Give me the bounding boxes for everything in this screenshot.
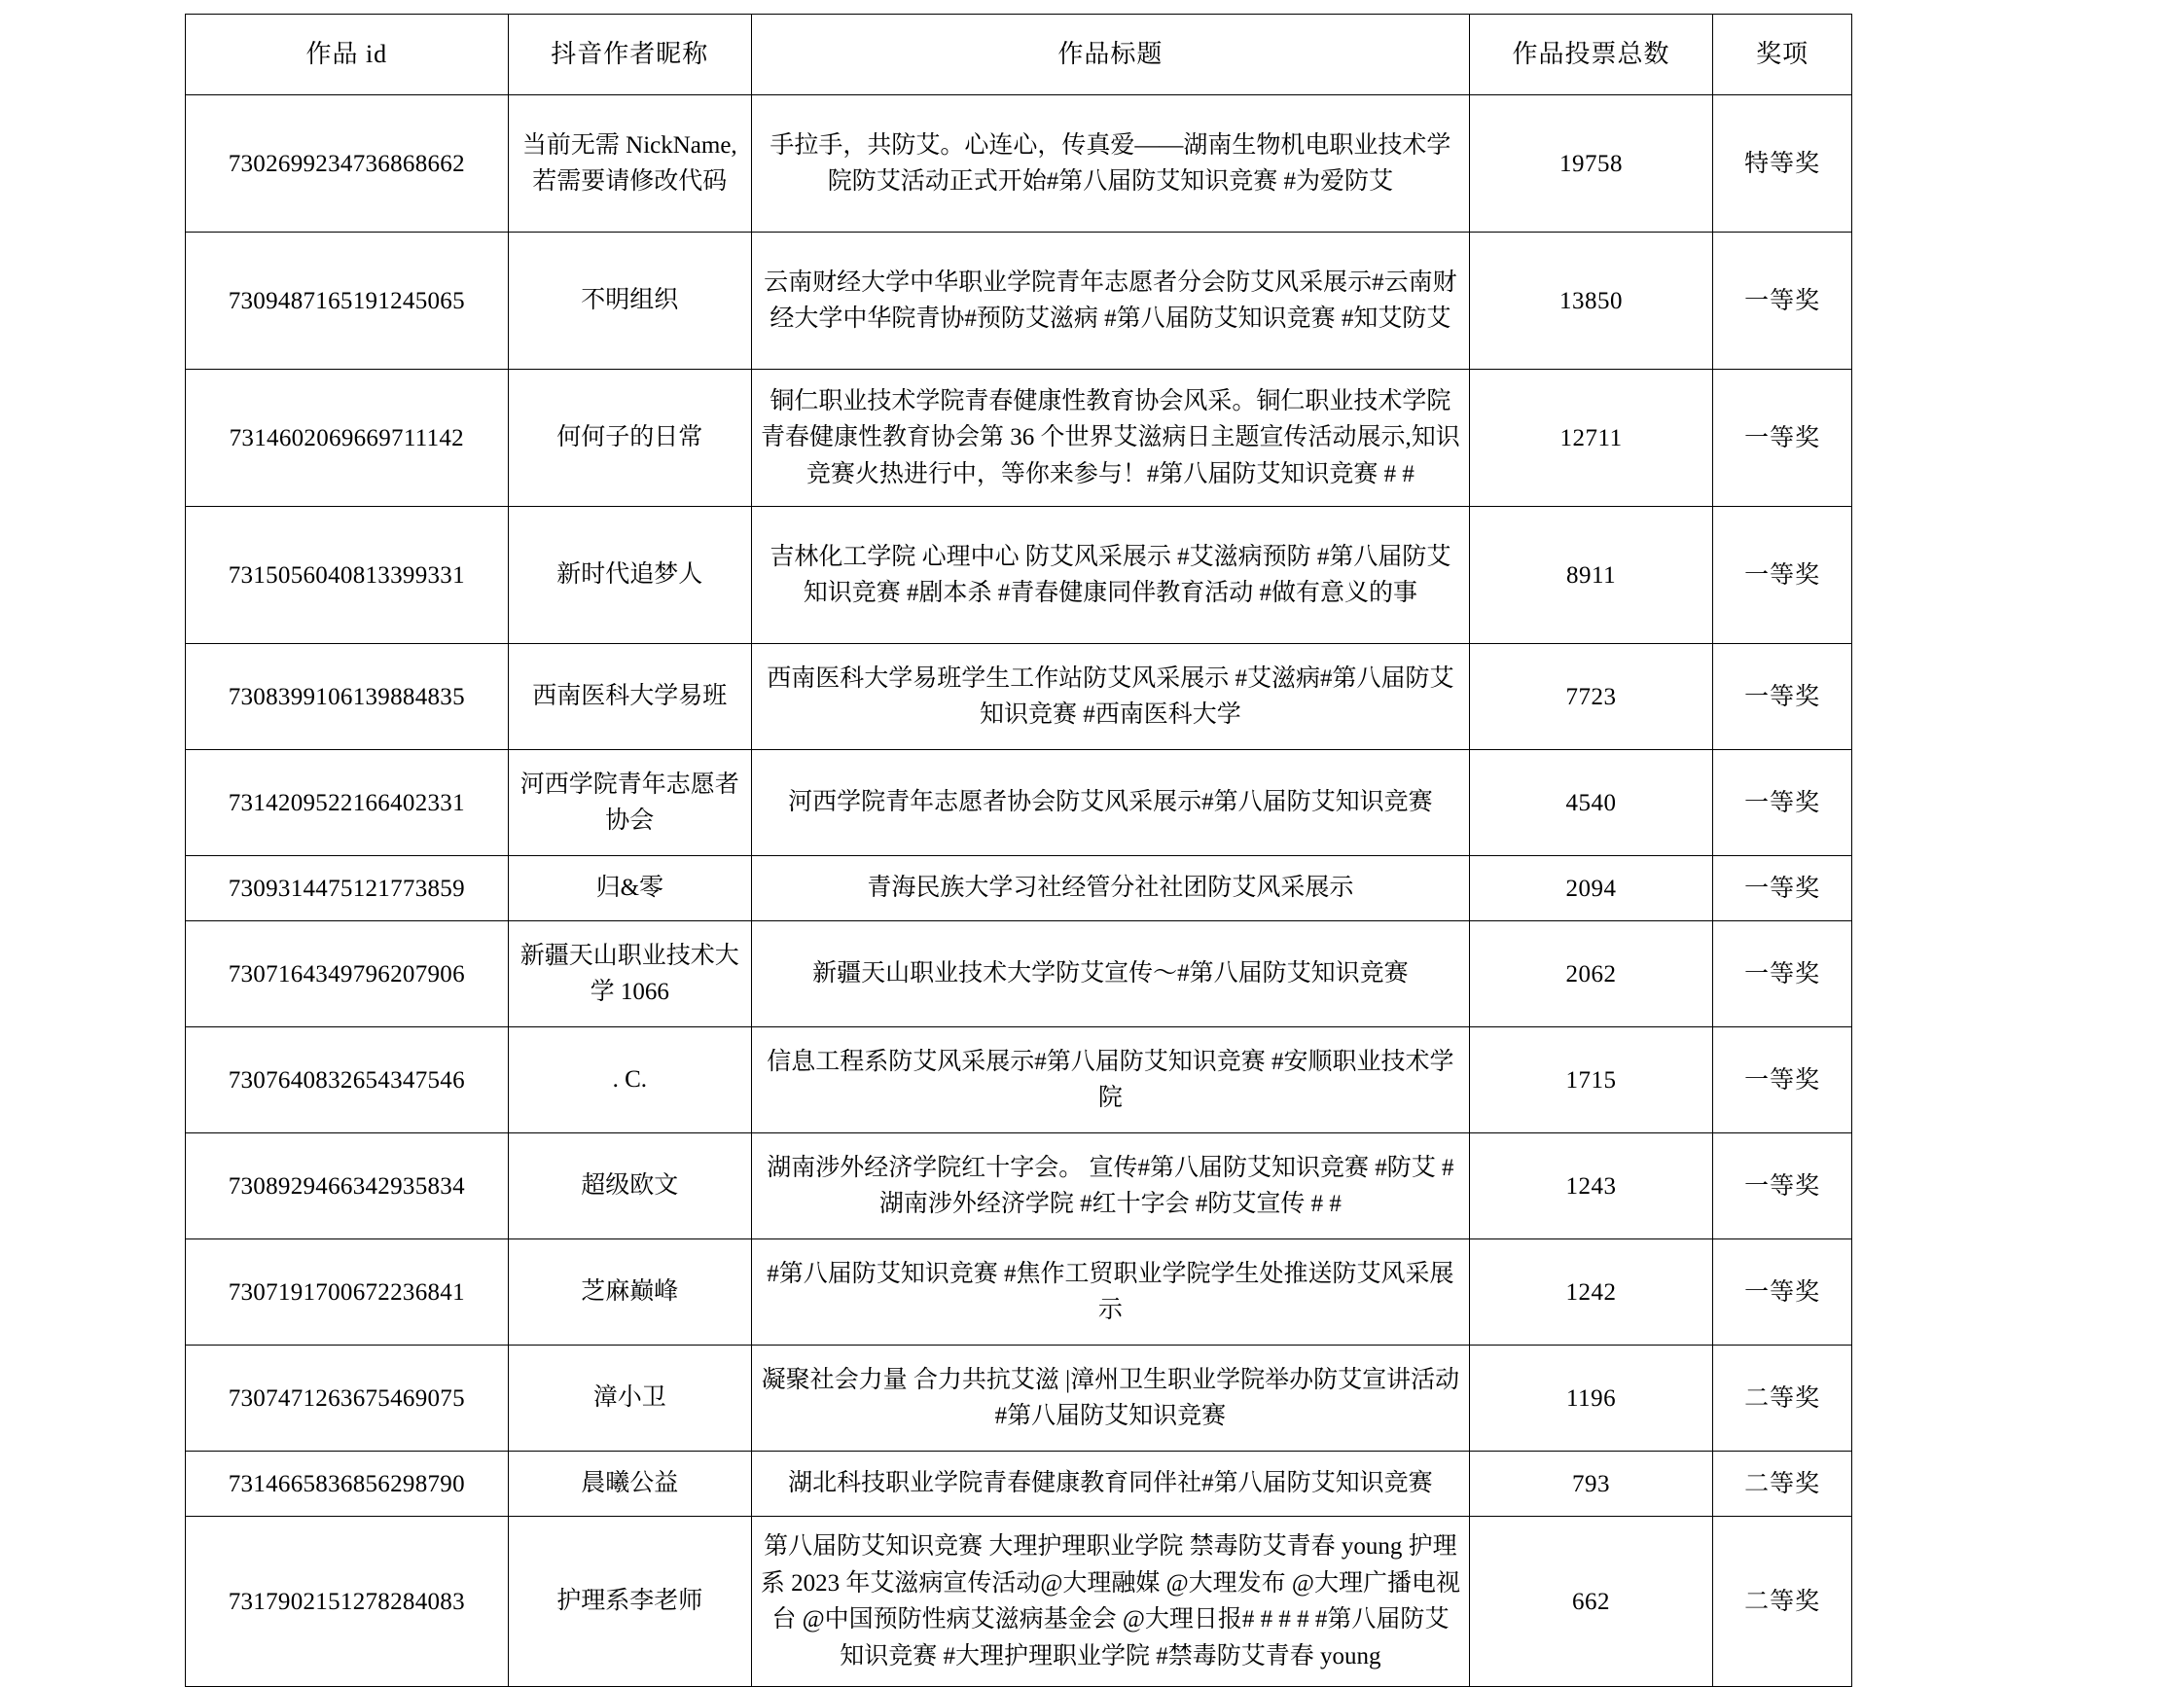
column-header-total-votes: 作品投票总数 [1469,15,1712,95]
cell-work-id: 7307471263675469075 [186,1346,509,1452]
cell-award: 一等奖 [1713,370,1852,507]
cell-author-nickname: 河西学院青年志愿者协会 [508,750,751,856]
cell-author-nickname: 晨曦公益 [508,1452,751,1517]
cell-author-nickname: 新疆天山职业技术大学 1066 [508,921,751,1027]
table-row [186,1517,1852,1687]
table-row [186,1133,1852,1239]
cell-work-title: 湖北科技职业学院青春健康教育同伴社#第八届防艾知识竞赛 [751,1452,1469,1517]
column-header-work-title: 作品标题 [751,15,1469,95]
table-body [186,95,1852,1687]
cell-work-id: 7307191700672236841 [186,1239,509,1346]
cell-total-votes: 662 [1469,1517,1712,1687]
cell-author-nickname: 归&零 [508,856,751,921]
cell-award: 一等奖 [1713,1133,1852,1239]
cell-work-title: 西南医科大学易班学生工作站防艾风采展示 #艾滋病#第八届防艾知识竞赛 #西南医科大学 [751,644,1469,750]
cell-work-title: 铜仁职业技术学院青春健康性教育协会风采。铜仁职业技术学院青春健康性教育协会第 36 个世界艾滋病日主题宣传活动展示,知识竞赛火热进行中，等你来参与！#第八届防艾知识竞赛 # # [751,370,1469,507]
table-row [186,1452,1852,1517]
cell-work-title: 云南财经大学中华职业学院青年志愿者分会防艾风采展示#云南财经大学中华院青协#预防艾滋病 #第八届防艾知识竞赛 #知艾防艾 [751,233,1469,370]
cell-work-title: 凝聚社会力量 合力共抗艾滋 |漳州卫生职业学院举办防艾宣讲活动 #第八届防艾知识竞赛 [751,1346,1469,1452]
cell-author-nickname: 芝麻巅峰 [508,1239,751,1346]
table-row [186,1027,1852,1133]
cell-work-id: 7314665836856298790 [186,1452,509,1517]
cell-award: 二等奖 [1713,1517,1852,1687]
cell-work-id: 7308399106139884835 [186,644,509,750]
cell-work-id: 7308929466342935834 [186,1133,509,1239]
cell-work-title: 河西学院青年志愿者协会防艾风采展示#第八届防艾知识竞赛 [751,750,1469,856]
table-row [186,233,1852,370]
cell-award: 一等奖 [1713,750,1852,856]
cell-work-title: 手拉手，共防艾。心连心，传真爱——湖南生物机电职业技术学院防艾活动正式开始#第八届防艾知识竞赛 #为爱防艾 [751,95,1469,233]
cell-total-votes: 7723 [1469,644,1712,750]
cell-work-title: #第八届防艾知识竞赛 #焦作工贸职业学院学生处推送防艾风采展示 [751,1239,1469,1346]
cell-author-nickname: 超级欧文 [508,1133,751,1239]
cell-author-nickname: 何何子的日常 [508,370,751,507]
cell-award: 特等奖 [1713,95,1852,233]
cell-author-nickname: . C. [508,1027,751,1133]
table-row [186,1239,1852,1346]
cell-total-votes: 12711 [1469,370,1712,507]
cell-award: 一等奖 [1713,1027,1852,1133]
cell-total-votes: 2062 [1469,921,1712,1027]
cell-total-votes: 19758 [1469,95,1712,233]
table-row [186,95,1852,233]
table-header [186,15,1852,95]
cell-work-title: 新疆天山职业技术大学防艾宣传～#第八届防艾知识竞赛 [751,921,1469,1027]
cell-total-votes: 793 [1469,1452,1712,1517]
cell-award: 二等奖 [1713,1452,1852,1517]
cell-author-nickname: 新时代追梦人 [508,507,751,644]
award-list-table [185,14,1852,1687]
cell-award: 二等奖 [1713,1346,1852,1452]
table-header-row [186,15,1852,95]
table-row [186,921,1852,1027]
cell-work-id: 7307164349796207906 [186,921,509,1027]
cell-work-id: 7317902151278284083 [186,1517,509,1687]
cell-work-title: 青海民族大学习社经管分社社团防艾风采展示 [751,856,1469,921]
cell-total-votes: 8911 [1469,507,1712,644]
cell-work-id: 7315056040813399331 [186,507,509,644]
cell-author-nickname: 护理系李老师 [508,1517,751,1687]
column-header-work-id: 作品 id [186,15,509,95]
cell-total-votes: 4540 [1469,750,1712,856]
table-row [186,370,1852,507]
cell-award: 一等奖 [1713,233,1852,370]
cell-author-nickname: 当前无需 NickName,若需要请修改代码 [508,95,751,233]
cell-work-id: 7302699234736868662 [186,95,509,233]
cell-work-id: 7314602069669711142 [186,370,509,507]
cell-work-id: 7309314475121773859 [186,856,509,921]
cell-author-nickname: 西南医科大学易班 [508,644,751,750]
cell-award: 一等奖 [1713,507,1852,644]
table-row [186,750,1852,856]
cell-work-id: 7307640832654347546 [186,1027,509,1133]
cell-total-votes: 1715 [1469,1027,1712,1133]
table-row [186,507,1852,644]
cell-author-nickname: 漳小卫 [508,1346,751,1452]
cell-work-title: 吉林化工学院 心理中心 防艾风采展示 #艾滋病预防 #第八届防艾知识竞赛 #剧本杀 #青春健康同伴教育活动 #做有意义的事 [751,507,1469,644]
column-header-award: 奖项 [1713,15,1852,95]
cell-total-votes: 1242 [1469,1239,1712,1346]
cell-award: 一等奖 [1713,1239,1852,1346]
cell-total-votes: 13850 [1469,233,1712,370]
cell-award: 一等奖 [1713,856,1852,921]
cell-work-title: 信息工程系防艾风采展示#第八届防艾知识竞赛 #安顺职业技术学院 [751,1027,1469,1133]
cell-work-title: 湖南涉外经济学院红十字会。 宣传#第八届防艾知识竞赛 #防艾 #湖南涉外经济学院 #红十字会 #防艾宣传 # # [751,1133,1469,1239]
cell-work-title: 第八届防艾知识竞赛 大理护理职业学院 禁毒防艾青春 young 护理系 2023 年艾滋病宣传活动@大理融媒 @大理发布 @大理广播电视台 @中国预防性病艾滋病基金会 @大理日报# # # # #第八届防艾知识竞赛 #大理护理职业学院 #禁毒防艾青春 young [751,1517,1469,1687]
cell-total-votes: 1243 [1469,1133,1712,1239]
cell-award: 一等奖 [1713,921,1852,1027]
cell-author-nickname: 不明组织 [508,233,751,370]
cell-total-votes: 2094 [1469,856,1712,921]
cell-work-id: 7314209522166402331 [186,750,509,856]
cell-total-votes: 1196 [1469,1346,1712,1452]
cell-work-id: 7309487165191245065 [186,233,509,370]
column-header-author-nickname: 抖音作者昵称 [508,15,751,95]
table-row [186,644,1852,750]
table-row [186,1346,1852,1452]
table-row [186,856,1852,921]
cell-award: 一等奖 [1713,644,1852,750]
